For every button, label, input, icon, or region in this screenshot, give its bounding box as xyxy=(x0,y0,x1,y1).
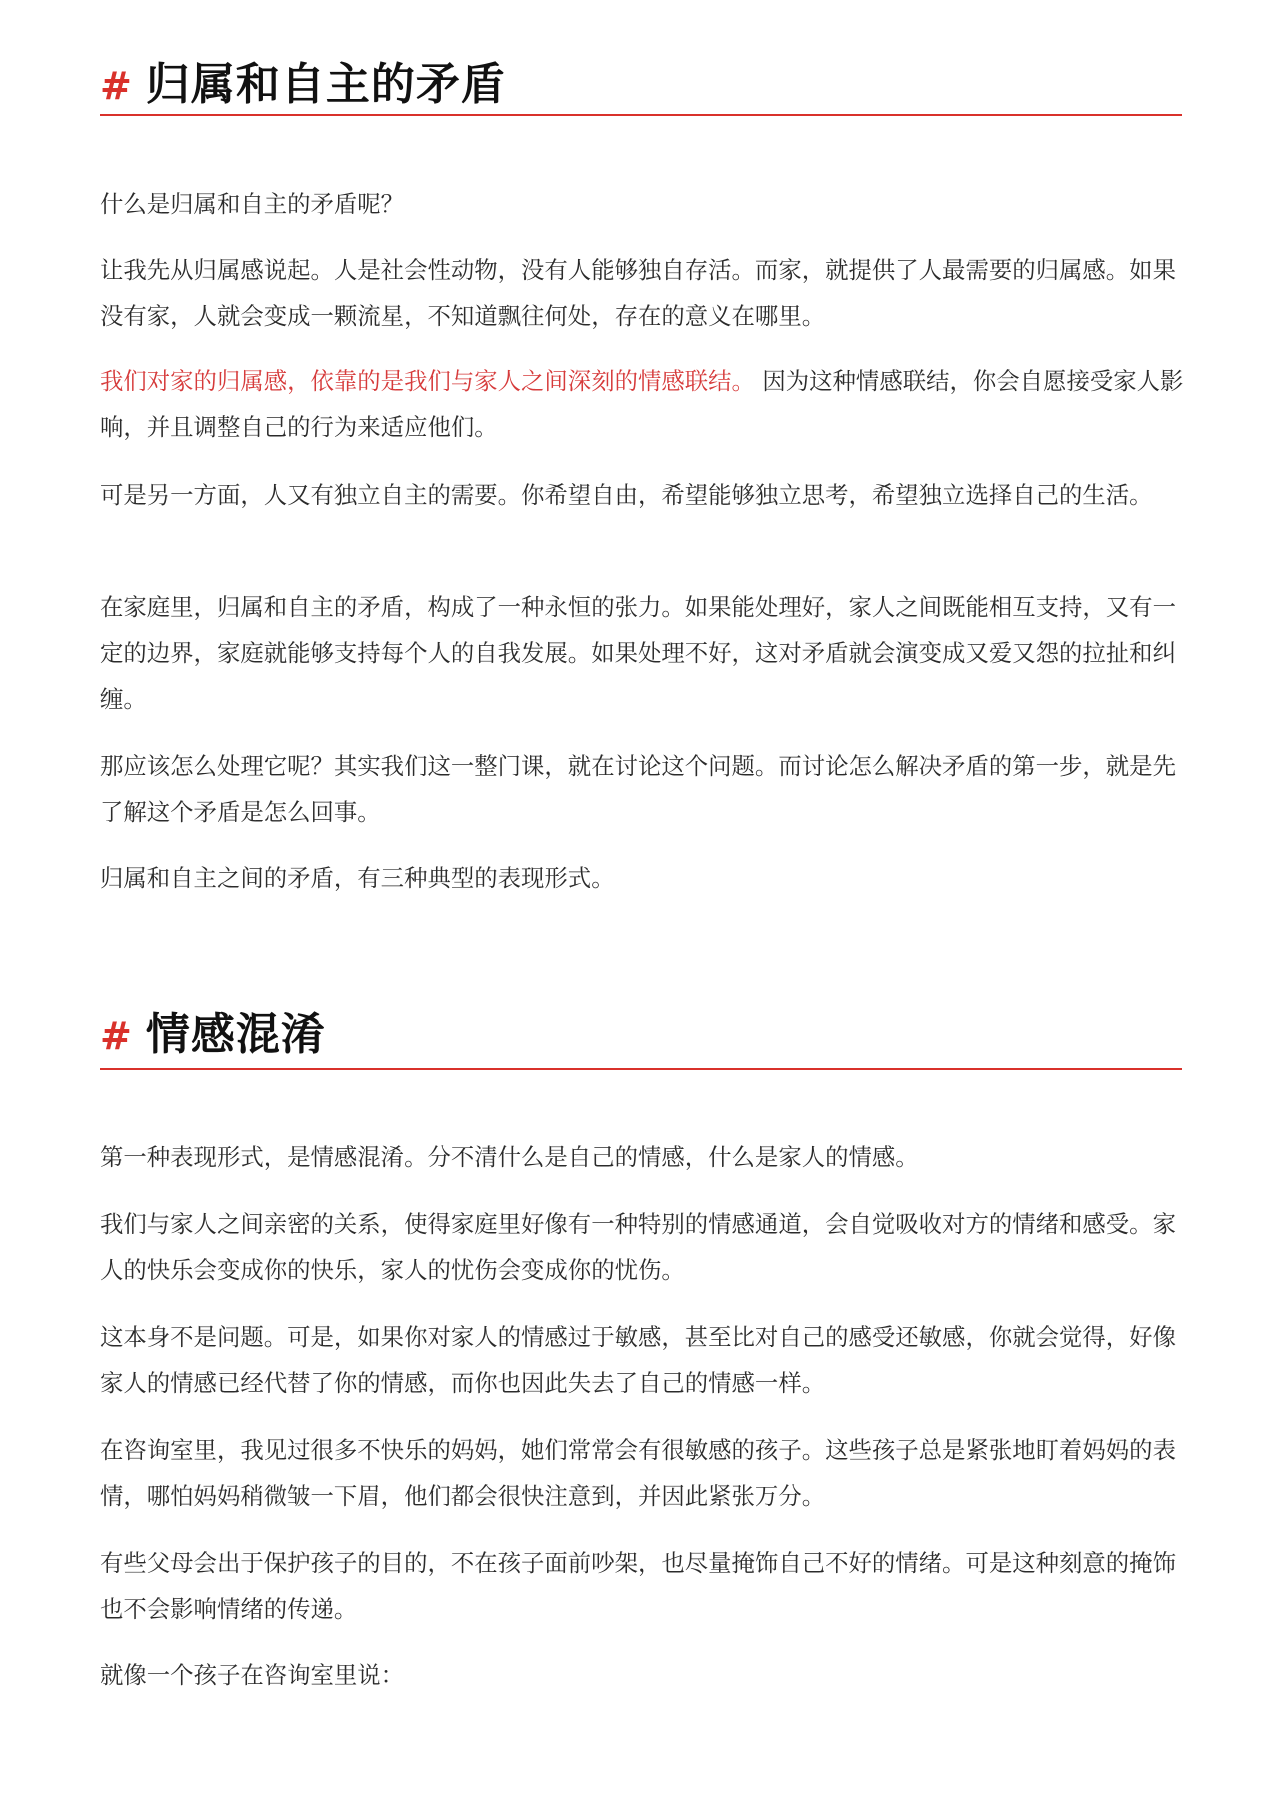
paragraph: 归属和自主之间的矛盾，有三种典型的表现形式。 xyxy=(100,864,615,892)
paragraph: 就像一个孩子在咨询室里说： xyxy=(100,1661,405,1689)
paragraph: 什么是归属和自主的矛盾呢？ xyxy=(100,190,405,218)
paragraph: 有些父母会出于保护孩子的目的，不在孩子面前吵架，也尽量掩饰自己不好的情绪。可是这种刻意的掩饰也不会影响情绪的传递。 xyxy=(100,1549,1176,1623)
paragraph: 在家庭里，归属和自主的矛盾，构成了一种永恒的张力。如果能处理好，家人之间既能相互支持，又有一定的边界，家庭就能够支持每个人的自我发展。如果处理不好，这对矛盾就会演变成又爱又怨的拉扯和纠缠。 xyxy=(100,593,1176,713)
section-heading-belonging-autonomy xyxy=(100,48,1182,116)
emphasis-text: 我们对家的归属感，依靠的是我们与家人之间深刻的情感联结。 xyxy=(100,367,755,395)
paragraph-text: 因为这种情感联结，你会自愿接受家人影响，并且调整自己的行为来适应他们。 xyxy=(100,367,1184,441)
paragraph: 第一种表现形式，是情感混淆。分不清什么是自己的情感，什么是家人的情感。 xyxy=(100,1143,919,1171)
paragraph: 在咨询室里，我见过很多不快乐的妈妈，她们常常会有很敏感的孩子。这些孩子总是紧张地盯着妈妈的表情，哪怕妈妈稍微皱一下眉，他们都会很快注意到，并因此紧张万分。 xyxy=(100,1436,1176,1510)
paragraph: 让我先从归属感说起。人是社会性动物，没有人能够独自存活。而家，就提供了人最需要的归属感。如果没有家，人就会变成一颗流星，不知道飘往何处，存在的意义在哪里。 xyxy=(100,256,1176,330)
paragraph: 那应该怎么处理它呢？其实我们这一整门课，就在讨论这个问题。而讨论怎么解决矛盾的第一步，就是先了解这个矛盾是怎么回事。 xyxy=(100,752,1176,826)
highlight-paragraph xyxy=(100,358,1185,450)
paragraph: 可是另一方面，人又有独立自主的需要。你希望自由，希望能够独立思考，希望独立选择自己的生活。 xyxy=(100,481,1153,509)
section-title: 情感混淆 xyxy=(145,1009,326,1060)
paragraph: 我们与家人之间亲密的关系，使得家庭里好像有一种特别的情感通道，会自觉吸收对方的情绪和感受。家人的快乐会变成你的快乐，家人的忧伤会变成你的忧伤。 xyxy=(100,1210,1176,1284)
paragraph: 这本身不是问题。可是，如果你对家人的情感过于敏感，甚至比对自己的感受还敏感，你就会觉得，好像家人的情感已经代替了你的情感，而你也因此失去了自己的情感一样。 xyxy=(100,1323,1176,1397)
section-title: 归属和自主的矛盾 xyxy=(145,59,506,110)
hash-marker: # xyxy=(100,64,132,108)
hash-marker: # xyxy=(100,1014,132,1058)
section-heading-emotional-confusion xyxy=(100,998,1182,1070)
